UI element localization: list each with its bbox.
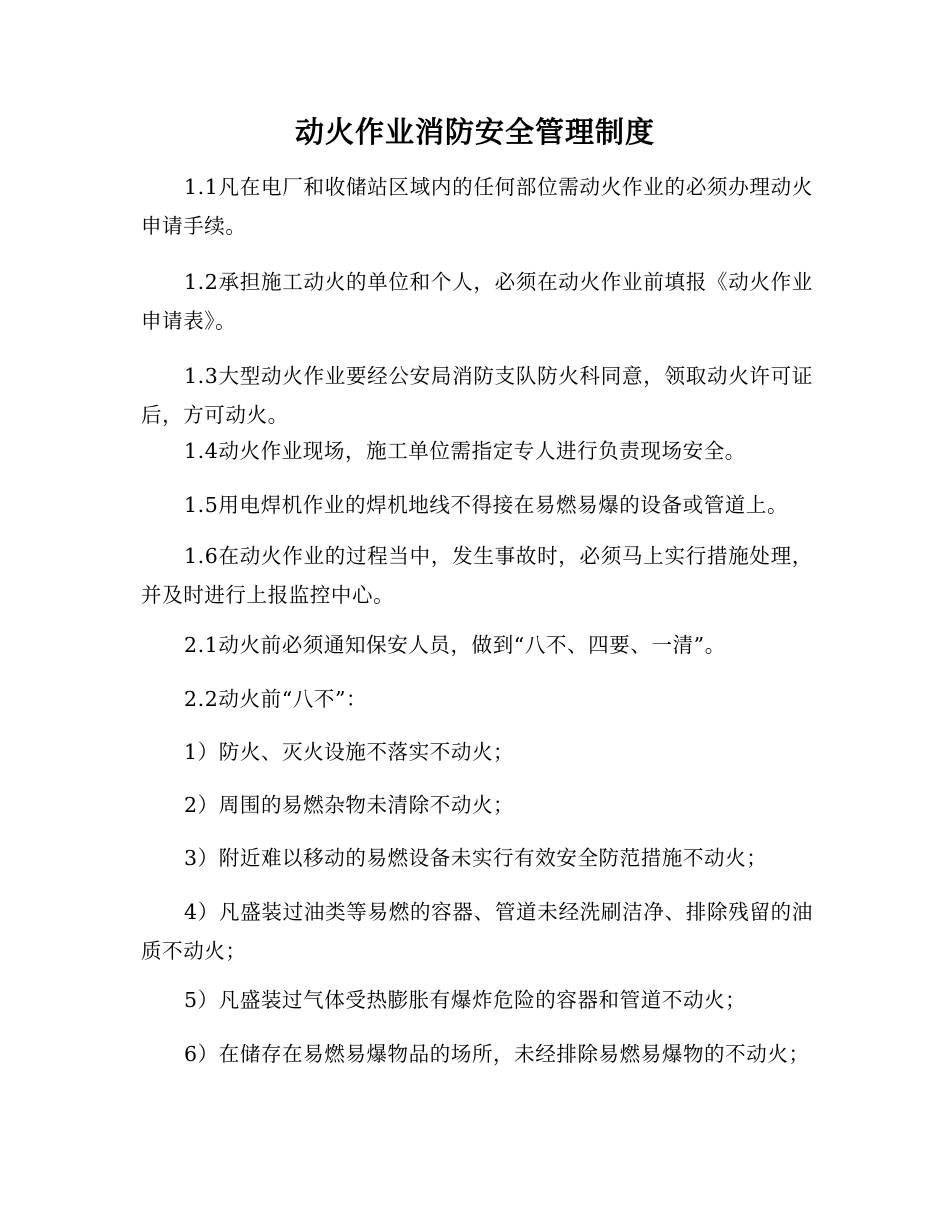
- document-title: 动火作业消防安全管理制度: [294, 115, 655, 149]
- list-item-1: 1）防火、灭火设施不落实不动火；: [184, 740, 515, 764]
- list-item-2: 2）周围的易燃杂物未清除不动火；: [184, 793, 515, 817]
- paragraph-1-6: 1.6在动火作业的过程当中，发生事故时，必须马上实行措施处理，并及时进行上报监控中心。: [141, 544, 813, 607]
- paragraph-1-2: 1.2承担施工动火的单位和个人，必须在动火作业前填报《动火作业申请表》。: [141, 270, 813, 333]
- list-item-4: 4）凡盛装过油类等易燃的容器、管道未经洗刷洁净、排除残留的油质不动火；: [141, 900, 813, 963]
- paragraph-2-1: 2.1动火前必须通知保安人员，做到“八不、四要、一清”。: [184, 633, 726, 657]
- paragraph-1-1: 1.1凡在电厂和收储站区域内的任何部位需动火作业的必须办理动火申请手续。: [141, 175, 813, 238]
- list-item-3: 3）附近难以移动的易燃设备未实行有效安全防范措施不动火；: [184, 846, 768, 870]
- list-item-5: 5）凡盛装过气体受热膨胀有爆炸危险的容器和管道不动火；: [184, 988, 747, 1012]
- paragraph-2-2: 2.2动火前“八不”：: [184, 687, 368, 711]
- list-item-6: 6）在储存在易燃易爆物品的场所，未经排除易燃易爆物的不动火；: [184, 1042, 810, 1066]
- paragraph-1-4: 1.4动火作业现场，施工单位需指定专人进行负责现场安全。: [184, 439, 746, 463]
- paragraph-1-5: 1.5用电焊机作业的焊机地线不得接在易燃易爆的设备或管道上。: [184, 493, 789, 517]
- paragraph-1-3: 1.3大型动火作业要经公安局消防支队防火科同意，领取动火许可证后，方可动火。: [141, 364, 813, 427]
